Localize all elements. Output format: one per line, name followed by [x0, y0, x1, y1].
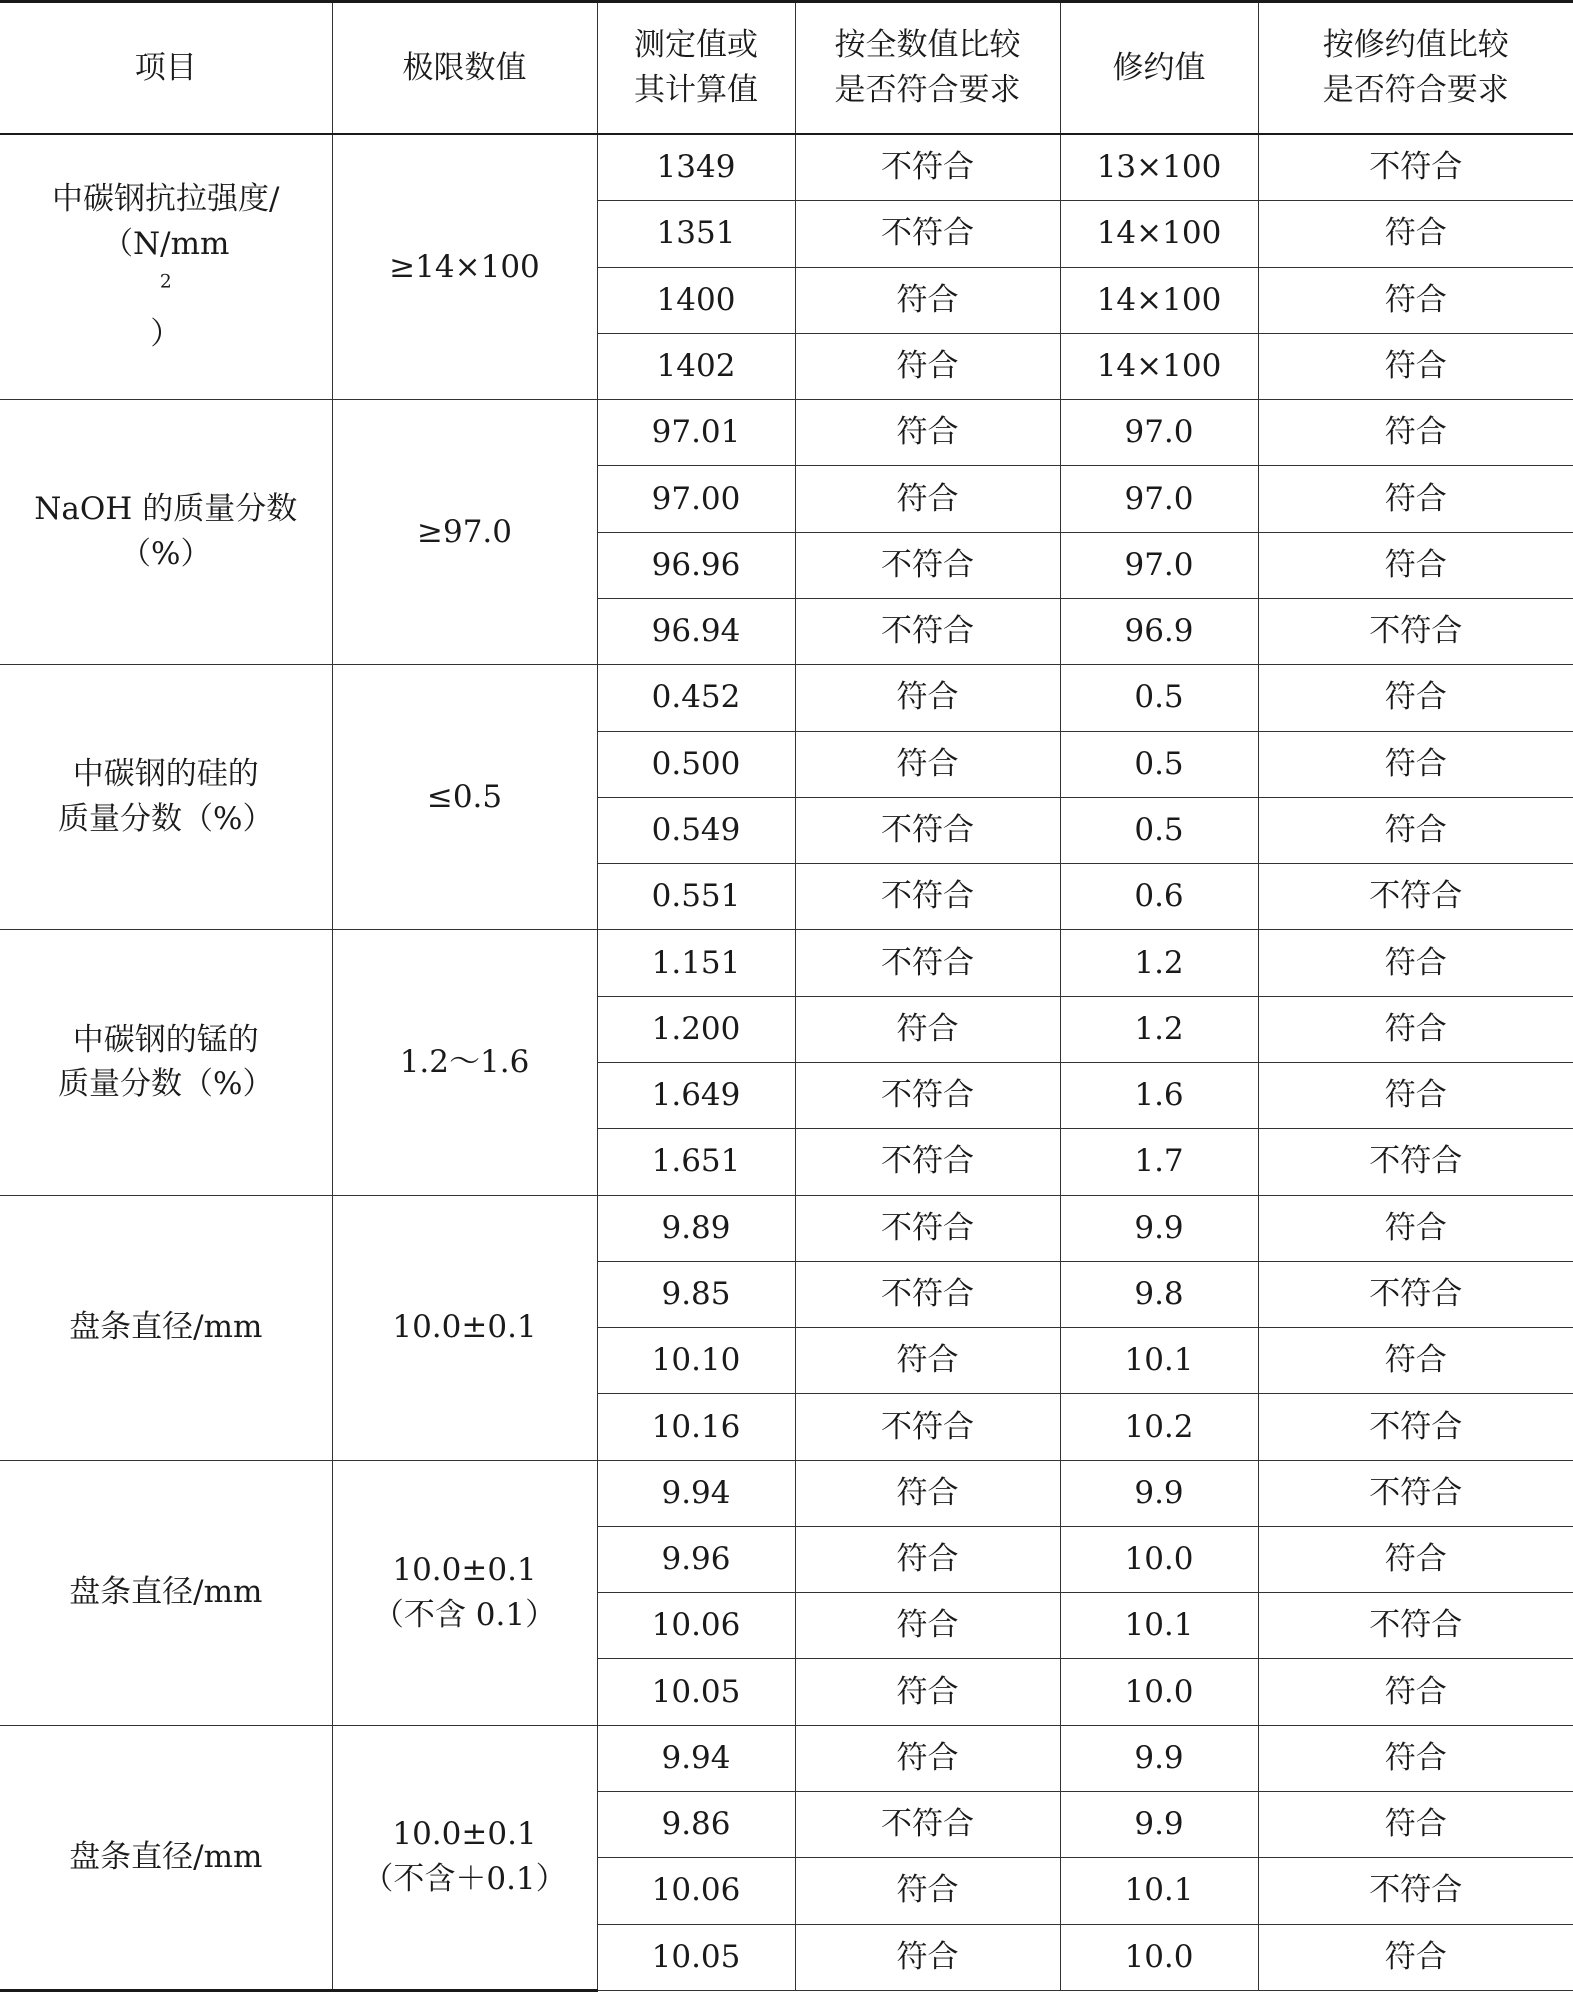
item-cell: 中碳钢的硅的 质量分数（%）	[0, 665, 332, 930]
full-compare-cell: 符合	[795, 333, 1060, 399]
rounded-cell: 9.9	[1060, 1725, 1258, 1791]
full-compare-cell: 不符合	[795, 1062, 1060, 1128]
rounded-cell: 97.0	[1060, 466, 1258, 532]
measured-cell: 96.96	[597, 532, 795, 598]
rounded-cell: 14×100	[1060, 201, 1258, 267]
measured-cell: 0.500	[597, 731, 795, 797]
item-cell: 中碳钢抗拉强度/ （N/mm $^2$ ）	[0, 134, 332, 400]
full-compare-cell: 不符合	[795, 797, 1060, 863]
rounded-cell: 10.0	[1060, 1659, 1258, 1725]
rounded-compare-cell: 符合	[1258, 930, 1573, 996]
rounded-compare-cell: 符合	[1258, 466, 1573, 532]
rounded-cell: 14×100	[1060, 267, 1258, 333]
measured-cell: 1.651	[597, 1129, 795, 1195]
rounded-compare-cell: 不符合	[1258, 134, 1573, 201]
rounded-cell: 9.8	[1060, 1261, 1258, 1327]
measured-cell: 1349	[597, 134, 795, 201]
rounded-compare-cell: 符合	[1258, 1195, 1573, 1261]
rounded-cell: 1.2	[1060, 930, 1258, 996]
table-row	[0, 134, 1573, 201]
rounded-compare-cell: 符合	[1258, 1792, 1573, 1858]
limit-cell: 1.2～1.6	[332, 930, 597, 1195]
full-compare-cell: 不符合	[795, 930, 1060, 996]
full-compare-cell: 不符合	[795, 864, 1060, 930]
table-row	[0, 1460, 1573, 1526]
full-compare-cell: 不符合	[795, 1195, 1060, 1261]
full-compare-cell: 不符合	[795, 1261, 1060, 1327]
item-cell: 盘条直径/mm	[0, 1725, 332, 1990]
full-compare-cell: 符合	[795, 267, 1060, 333]
full-compare-cell: 符合	[795, 1924, 1060, 1990]
full-compare-cell: 符合	[795, 665, 1060, 731]
full-compare-cell: 不符合	[795, 201, 1060, 267]
rounded-cell: 0.5	[1060, 797, 1258, 863]
measured-cell: 10.06	[597, 1858, 795, 1924]
table-row	[0, 400, 1573, 466]
rounded-cell: 96.9	[1060, 598, 1258, 664]
rounded-cell: 10.1	[1060, 1593, 1258, 1659]
rounded-cell: 14×100	[1060, 333, 1258, 399]
rounded-compare-cell: 符合	[1258, 1725, 1573, 1791]
full-compare-cell: 符合	[795, 1659, 1060, 1725]
header-measured: 测定值或 其计算值	[597, 2, 795, 135]
full-compare-cell: 不符合	[795, 1129, 1060, 1195]
measured-cell: 1.649	[597, 1062, 795, 1128]
limit-cell: ≥97.0	[332, 400, 597, 665]
header-limit: 极限数值	[332, 2, 597, 135]
measured-cell: 9.94	[597, 1725, 795, 1791]
header-row	[0, 2, 1573, 135]
table-row	[0, 1725, 1573, 1791]
table-row	[0, 665, 1573, 731]
rounded-compare-cell: 不符合	[1258, 598, 1573, 664]
rounded-compare-cell: 不符合	[1258, 1858, 1573, 1924]
measured-cell: 9.85	[597, 1261, 795, 1327]
rounded-cell: 97.0	[1060, 532, 1258, 598]
measured-cell: 1400	[597, 267, 795, 333]
rounded-compare-cell: 符合	[1258, 1659, 1573, 1725]
full-compare-cell: 不符合	[795, 532, 1060, 598]
full-compare-cell: 符合	[795, 466, 1060, 532]
rounded-compare-cell: 不符合	[1258, 1394, 1573, 1460]
rounded-compare-cell: 符合	[1258, 665, 1573, 731]
measured-cell: 1351	[597, 201, 795, 267]
rounded-cell: 0.5	[1060, 665, 1258, 731]
full-compare-cell: 符合	[795, 1526, 1060, 1592]
measured-cell: 10.05	[597, 1924, 795, 1990]
measured-cell: 9.94	[597, 1460, 795, 1526]
rounded-cell: 0.6	[1060, 864, 1258, 930]
rounded-compare-cell: 符合	[1258, 400, 1573, 466]
full-compare-cell: 符合	[795, 1460, 1060, 1526]
header-item: 项目	[0, 2, 332, 135]
measured-cell: 9.96	[597, 1526, 795, 1592]
rounded-cell: 0.5	[1060, 731, 1258, 797]
measured-cell: 0.549	[597, 797, 795, 863]
rounded-compare-cell: 符合	[1258, 996, 1573, 1062]
rounded-compare-cell: 符合	[1258, 731, 1573, 797]
measured-cell: 1.200	[597, 996, 795, 1062]
header-rounded-compare: 按修约值比较 是否符合要求	[1258, 2, 1573, 135]
limit-cell: 10.0±0.1 （不含 0.1）	[332, 1460, 597, 1725]
measured-cell: 0.452	[597, 665, 795, 731]
rounded-compare-cell: 符合	[1258, 1924, 1573, 1990]
rounded-cell: 1.6	[1060, 1062, 1258, 1128]
rounded-compare-cell: 符合	[1258, 267, 1573, 333]
header-rounded: 修约值	[1060, 2, 1258, 135]
rounded-compare-cell: 符合	[1258, 797, 1573, 863]
table-row	[0, 930, 1573, 996]
full-compare-cell: 不符合	[795, 1394, 1060, 1460]
measured-cell: 96.94	[597, 598, 795, 664]
item-cell: NaOH 的质量分数 （%）	[0, 400, 332, 665]
rounded-compare-cell: 符合	[1258, 333, 1573, 399]
measured-cell: 1402	[597, 333, 795, 399]
measured-cell: 9.86	[597, 1792, 795, 1858]
full-compare-cell: 符合	[795, 1593, 1060, 1659]
header-full-compare: 按全数值比较 是否符合要求	[795, 2, 1060, 135]
rounded-compare-cell: 不符合	[1258, 1261, 1573, 1327]
rounded-cell: 1.2	[1060, 996, 1258, 1062]
full-compare-cell: 符合	[795, 731, 1060, 797]
measured-cell: 97.00	[597, 466, 795, 532]
full-compare-cell: 符合	[795, 1725, 1060, 1791]
measured-cell: 97.01	[597, 400, 795, 466]
item-cell: 盘条直径/mm	[0, 1460, 332, 1725]
rounded-cell: 10.1	[1060, 1858, 1258, 1924]
table-row	[0, 1195, 1573, 1261]
limit-cell: ≥14×100	[332, 134, 597, 400]
limit-cell: 10.0±0.1 （不含＋0.1）	[332, 1725, 597, 1990]
limit-cell: ≤0.5	[332, 665, 597, 930]
full-compare-cell: 不符合	[795, 1792, 1060, 1858]
full-compare-cell: 符合	[795, 400, 1060, 466]
rounded-compare-cell: 不符合	[1258, 1129, 1573, 1195]
rounded-cell: 10.2	[1060, 1394, 1258, 1460]
full-compare-cell: 符合	[795, 996, 1060, 1062]
rounded-compare-cell: 符合	[1258, 1328, 1573, 1394]
full-compare-cell: 符合	[795, 1328, 1060, 1394]
rounded-cell: 10.0	[1060, 1526, 1258, 1592]
measured-cell: 10.16	[597, 1394, 795, 1460]
measured-cell: 10.05	[597, 1659, 795, 1725]
rounded-cell: 13×100	[1060, 134, 1258, 201]
item-cell: 盘条直径/mm	[0, 1195, 332, 1460]
measured-cell: 9.89	[597, 1195, 795, 1261]
measured-cell: 0.551	[597, 864, 795, 930]
rounded-compare-cell: 符合	[1258, 1526, 1573, 1592]
full-compare-cell: 符合	[795, 1858, 1060, 1924]
rounded-cell: 10.0	[1060, 1924, 1258, 1990]
rounded-compare-cell: 不符合	[1258, 1460, 1573, 1526]
rounded-cell: 9.9	[1060, 1195, 1258, 1261]
measured-cell: 10.10	[597, 1328, 795, 1394]
item-cell: 中碳钢的锰的 质量分数（%）	[0, 930, 332, 1195]
measured-cell: 10.06	[597, 1593, 795, 1659]
rounded-cell: 9.9	[1060, 1460, 1258, 1526]
rounded-cell: 97.0	[1060, 400, 1258, 466]
measured-cell: 1.151	[597, 930, 795, 996]
rounded-compare-cell: 符合	[1258, 1062, 1573, 1128]
rounded-compare-cell: 不符合	[1258, 864, 1573, 930]
rounded-compare-cell: 不符合	[1258, 1593, 1573, 1659]
full-compare-cell: 不符合	[795, 598, 1060, 664]
rounded-compare-cell: 符合	[1258, 532, 1573, 598]
rounded-cell: 9.9	[1060, 1792, 1258, 1858]
rounded-compare-cell: 符合	[1258, 201, 1573, 267]
rounded-cell: 1.7	[1060, 1129, 1258, 1195]
limit-cell: 10.0±0.1	[332, 1195, 597, 1460]
rounded-cell: 10.1	[1060, 1328, 1258, 1394]
full-compare-cell: 不符合	[795, 134, 1060, 201]
